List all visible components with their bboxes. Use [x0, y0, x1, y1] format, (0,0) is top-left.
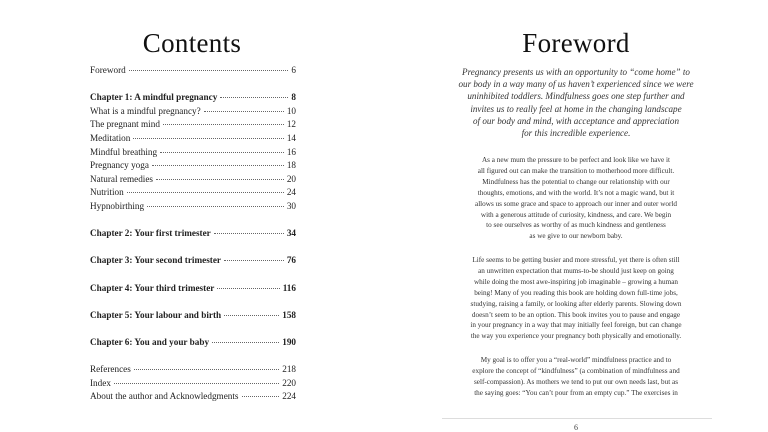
text-line: Pregnancy presents us with an opportunity to “come home” to — [462, 67, 690, 77]
toc-entry-title: Chapter 4: Your third trimester — [90, 282, 215, 293]
text-line: As a new mum the pressure to be perfect and look like we have it — [481, 156, 670, 164]
toc-entry-title: Meditation — [90, 132, 131, 143]
toc-entry-page: 76 — [286, 255, 296, 266]
toc-entry-page: 30 — [286, 200, 296, 211]
text-line: self-compassion). As mothers we tend to put our own needs last, but as — [473, 377, 678, 386]
toc-leader-dots — [133, 130, 283, 139]
text-line: studying, raising a family, or looking after elderly parents. Slowing down — [470, 299, 682, 308]
toc-entry-page: 116 — [282, 282, 296, 293]
toc-entry-page: 10 — [286, 105, 296, 116]
toc-entry-page: 14 — [286, 132, 296, 143]
text-line: our body in a way many of us haven’t experienced since we were — [458, 79, 694, 90]
toc-entry-title: References — [90, 364, 131, 375]
toc-entry — [90, 200, 296, 214]
toc-entry-title: Foreword — [90, 65, 126, 75]
toc-leader-dots — [212, 334, 279, 343]
toc-entry-title: Chapter 1: A mindful pregnancy — [90, 92, 218, 103]
text-line: thoughts, emotions, and with the world. It’s not a magic wand, but it — [477, 188, 675, 197]
text-line: all figured out can make the transition to motherhood more difficult. — [477, 166, 675, 175]
toc-entry-title: Nutrition — [90, 187, 124, 198]
toc-entry — [90, 309, 296, 323]
toc-leader-dots — [160, 144, 284, 153]
toc-leader-dots — [127, 184, 284, 193]
toc-entry-page: 8 — [291, 92, 296, 103]
toc-entry — [90, 336, 296, 350]
toc-entry — [90, 227, 296, 241]
toc-entry-title: Natural remedies — [90, 173, 154, 184]
contents-heading: Contents — [142, 28, 242, 58]
text-line: to see ourselves as worthy of as much kindness and gentleness — [486, 221, 666, 230]
toc-leader-dots — [224, 252, 284, 261]
contents-page — [0, 0, 384, 431]
text-line: doesn’t seem to be an option. This book invites you to pause and engage — [471, 310, 681, 319]
toc-entry-title: Mindful breathing — [90, 146, 158, 157]
text-line: explore the concept of “kindfulness” (a combination of mindfulness and — [472, 366, 680, 375]
toc-entry-title: Chapter 2: Your first trimester — [90, 228, 211, 239]
toc-leader-dots — [204, 103, 284, 112]
toc-entry — [90, 254, 296, 268]
text-line: while doing the most awe-inspiring job imaginable – growing a human — [473, 277, 678, 286]
toc-entry-page: 220 — [282, 377, 296, 388]
page-number: 6 — [574, 423, 578, 432]
foreword-paragraph-3 — [444, 355, 708, 399]
toc-leader-dots — [129, 62, 289, 71]
toc-entry-page: 190 — [282, 336, 296, 347]
toc-leader-dots — [114, 375, 279, 384]
toc-entry-page: 24 — [286, 187, 296, 198]
text-line: for this incredible experience. — [521, 128, 631, 139]
toc-entry — [90, 64, 296, 78]
toc-leader-dots — [242, 388, 280, 397]
toc-entry-title: Pregnancy yoga — [90, 160, 149, 171]
toc-entry-page: 6 — [291, 65, 296, 75]
text-line: an unwritten expectation that mums-to-be should just keep on going — [478, 266, 674, 275]
text-line: in your pregnancy in a way that may initially feel foreign, but can change — [470, 321, 682, 330]
toc-leader-dots — [134, 361, 279, 370]
toc-leader-dots — [220, 89, 288, 98]
toc-entry-page: 16 — [286, 146, 296, 157]
toc-leader-dots — [156, 171, 284, 180]
foreword-paragraph-2 — [444, 255, 708, 342]
text-line: allows us some grace and space to approach our inner and outer world — [475, 199, 677, 208]
toc-entry-title: What is a mindful pregnancy? — [90, 105, 201, 116]
foreword-page — [384, 0, 768, 431]
text-line: with a generous attitude of curiosity, kindness, and care. We begin — [480, 210, 672, 219]
toc-entry-title: Index — [90, 377, 111, 388]
toc-entry — [90, 390, 296, 404]
text-line: the way you experience your pregnancy both physically and emotionally. — [470, 332, 682, 341]
toc-entry-title: Chapter 5: Your labour and birth — [90, 309, 222, 320]
toc-entry-page: 12 — [286, 119, 296, 130]
toc-leader-dots — [163, 116, 284, 125]
foreword-heading: Foreword — [522, 28, 630, 58]
text-line: as we give to our newborn baby. — [529, 232, 623, 241]
text-line: invites us to really feel at home in the changing landscape — [470, 103, 682, 114]
foreword-intro — [442, 66, 710, 139]
toc-leader-dots — [152, 157, 284, 166]
toc-leader-dots — [217, 280, 279, 289]
toc-entry-page: 20 — [286, 173, 296, 184]
toc-leader-dots — [147, 198, 284, 207]
toc-entry-page: 18 — [286, 160, 296, 171]
toc-entry-page: 34 — [286, 228, 296, 239]
toc-entry-page: 224 — [282, 391, 296, 402]
toc-leader-dots — [224, 307, 279, 316]
text-line: Mindfulness has the potential to change our relationship with our — [482, 177, 670, 186]
text-line: being! Many of you reading this book are holding down full-time jobs, — [474, 288, 678, 297]
foreword-paragraph-1 — [444, 155, 708, 242]
toc-entry-page: 218 — [282, 364, 296, 375]
toc-entry-title: About the author and Acknowledgments — [90, 391, 239, 402]
toc-entry-title: Hypnobirthing — [90, 200, 145, 211]
toc-entry-title: The pregnant mind — [90, 119, 160, 130]
toc-entry-page: 158 — [282, 309, 296, 320]
text-line: the saying goes: “You can’t pour from an empty cup.” The exercises in — [474, 388, 678, 397]
text-line: of our body and mind, with acceptance and appreciation — [472, 115, 679, 126]
toc-entry-title: Chapter 3: Your second trimester — [90, 255, 221, 266]
toc-entry-title: Chapter 6: You and your baby — [90, 336, 210, 347]
text-line: Life seems to be getting busier and more stressful, yet there is often still — [472, 256, 680, 264]
toc-leader-dots — [214, 225, 284, 234]
toc-entry — [90, 282, 296, 296]
table-of-contents — [90, 64, 296, 404]
text-line: My goal is to offer you a “real-world” mindfulness practice and to — [480, 356, 672, 364]
text-line: uninhibited toddlers. Mindfulness goes one step further and — [467, 91, 685, 102]
page-divider — [442, 418, 712, 419]
